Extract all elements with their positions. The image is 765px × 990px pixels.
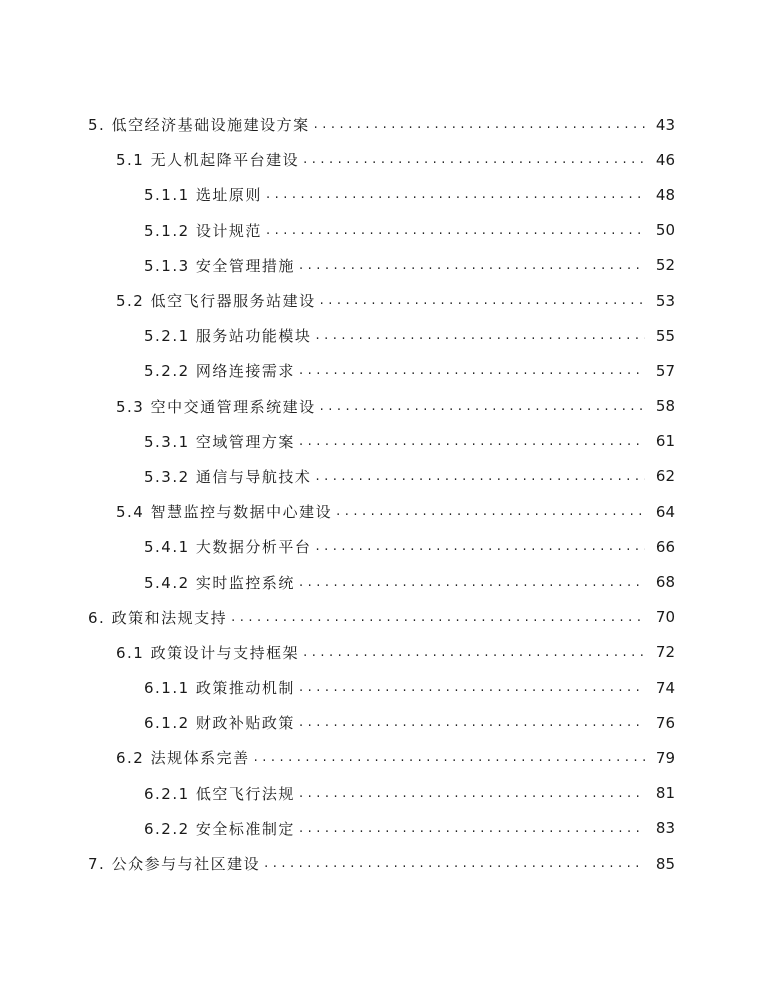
toc-entry-title: 6.2.2 安全标准制定 [144, 819, 295, 838]
toc-entry-page: 64 [655, 502, 675, 521]
toc-entry-5-4[interactable] [0, 494, 765, 529]
toc-entry-6-1-1[interactable] [0, 670, 765, 705]
dot-leader [299, 680, 645, 695]
toc-entry-5-1-1[interactable] [0, 177, 765, 212]
toc-entry-title: 5.3 空中交通管理系统建设 [116, 397, 316, 416]
toc-entry-title: 5. 低空经济基础设施建设方案 [88, 116, 310, 135]
toc-entry-page: 72 [655, 643, 675, 662]
toc-entry-title: 6.2 法规体系完善 [116, 749, 250, 768]
toc-entry-page: 81 [655, 784, 675, 803]
dot-leader [336, 504, 645, 519]
dot-leader [299, 575, 645, 590]
toc-entry-page: 68 [655, 573, 675, 592]
dot-leader [254, 750, 645, 765]
dot-leader [314, 117, 645, 132]
toc-entry-title: 5.1.1 选址原则 [144, 186, 262, 205]
toc-entry-page: 62 [655, 467, 675, 486]
dot-leader [315, 539, 645, 554]
toc-entry-5-3-1[interactable] [0, 424, 765, 459]
toc-entry-title: 5.3.1 空域管理方案 [144, 432, 295, 451]
toc-entry-title: 6.1 政策设计与支持框架 [116, 643, 300, 662]
dot-leader [303, 152, 645, 167]
toc-entry-5-4-1[interactable] [0, 529, 765, 564]
toc-entry-6-1-2[interactable] [0, 705, 765, 740]
toc-entry-5-2-2[interactable] [0, 353, 765, 388]
toc-entry-title: 5.4 智慧监控与数据中心建设 [116, 503, 333, 522]
dot-leader [303, 645, 645, 660]
dot-leader [299, 821, 645, 836]
toc-entry-page: 48 [655, 185, 675, 204]
toc-entry-5-1-2[interactable] [0, 213, 765, 248]
toc-entry-page: 76 [655, 713, 675, 732]
toc-entry-title: 5.1 无人机起降平台建设 [116, 151, 300, 170]
toc-entry-title: 5.2.2 网络连接需求 [144, 362, 295, 381]
toc-entry-title: 6.1.2 财政补贴政策 [144, 714, 295, 733]
toc-entry-5-2[interactable] [0, 283, 765, 318]
dot-leader [320, 293, 645, 308]
toc-entry-7[interactable] [0, 846, 765, 881]
toc-entry-page: 79 [655, 748, 675, 767]
toc-entry-page: 46 [655, 150, 675, 169]
toc-entry-page: 83 [655, 819, 675, 838]
dot-leader [315, 328, 645, 343]
dot-leader [299, 363, 645, 378]
toc-entry-5-4-2[interactable] [0, 564, 765, 599]
dot-leader [320, 399, 645, 414]
toc-entry-title: 5.3.2 通信与导航技术 [144, 467, 312, 486]
toc-entry-5-1-3[interactable] [0, 248, 765, 283]
toc-entry-page: 66 [655, 537, 675, 556]
toc-entry-5[interactable] [0, 107, 765, 142]
toc-entry-page: 74 [655, 678, 675, 697]
toc-entry-5-1[interactable] [0, 142, 765, 177]
toc-entry-page: 52 [655, 256, 675, 275]
dot-leader [266, 223, 645, 238]
toc-entry-page: 61 [655, 432, 675, 451]
toc-entry-page: 55 [655, 326, 675, 345]
toc-entry-page: 70 [655, 608, 675, 627]
toc-entry-title: 7. 公众参与与社区建设 [88, 855, 261, 874]
dot-leader [299, 434, 645, 449]
toc-entry-title: 5.1.2 设计规范 [144, 221, 262, 240]
toc-entry-title: 5.2 低空飞行器服务站建设 [116, 292, 316, 311]
toc-entry-title: 5.1.3 安全管理措施 [144, 256, 295, 275]
toc-entry-title: 6.2.1 低空飞行法规 [144, 784, 295, 803]
toc-entry-6-2[interactable] [0, 740, 765, 775]
toc-entry-title: 5.4.2 实时监控系统 [144, 573, 295, 592]
toc-entry-page: 85 [655, 854, 675, 873]
dot-leader [315, 469, 645, 484]
dot-leader [264, 856, 645, 871]
dot-leader [299, 258, 645, 273]
toc-entry-page: 53 [655, 291, 675, 310]
toc-entry-6[interactable] [0, 600, 765, 635]
toc-entry-5-2-1[interactable] [0, 318, 765, 353]
table-of-contents [0, 107, 765, 881]
toc-entry-5-3[interactable] [0, 389, 765, 424]
toc-entry-6-2-1[interactable] [0, 776, 765, 811]
toc-entry-5-3-2[interactable] [0, 459, 765, 494]
toc-entry-6-1[interactable] [0, 635, 765, 670]
toc-entry-6-2-2[interactable] [0, 811, 765, 846]
toc-entry-page: 58 [655, 397, 675, 416]
toc-entry-page: 50 [655, 221, 675, 240]
toc-entry-title: 6.1.1 政策推动机制 [144, 679, 295, 698]
toc-entry-page: 57 [655, 361, 675, 380]
dot-leader [299, 715, 645, 730]
toc-entry-title: 5.4.1 大数据分析平台 [144, 538, 312, 557]
toc-entry-title: 5.2.1 服务站功能模块 [144, 327, 312, 346]
dot-leader [266, 187, 645, 202]
dot-leader [299, 786, 645, 801]
dot-leader [231, 610, 645, 625]
toc-entry-page: 43 [655, 115, 675, 134]
toc-entry-title: 6. 政策和法规支持 [88, 608, 228, 627]
